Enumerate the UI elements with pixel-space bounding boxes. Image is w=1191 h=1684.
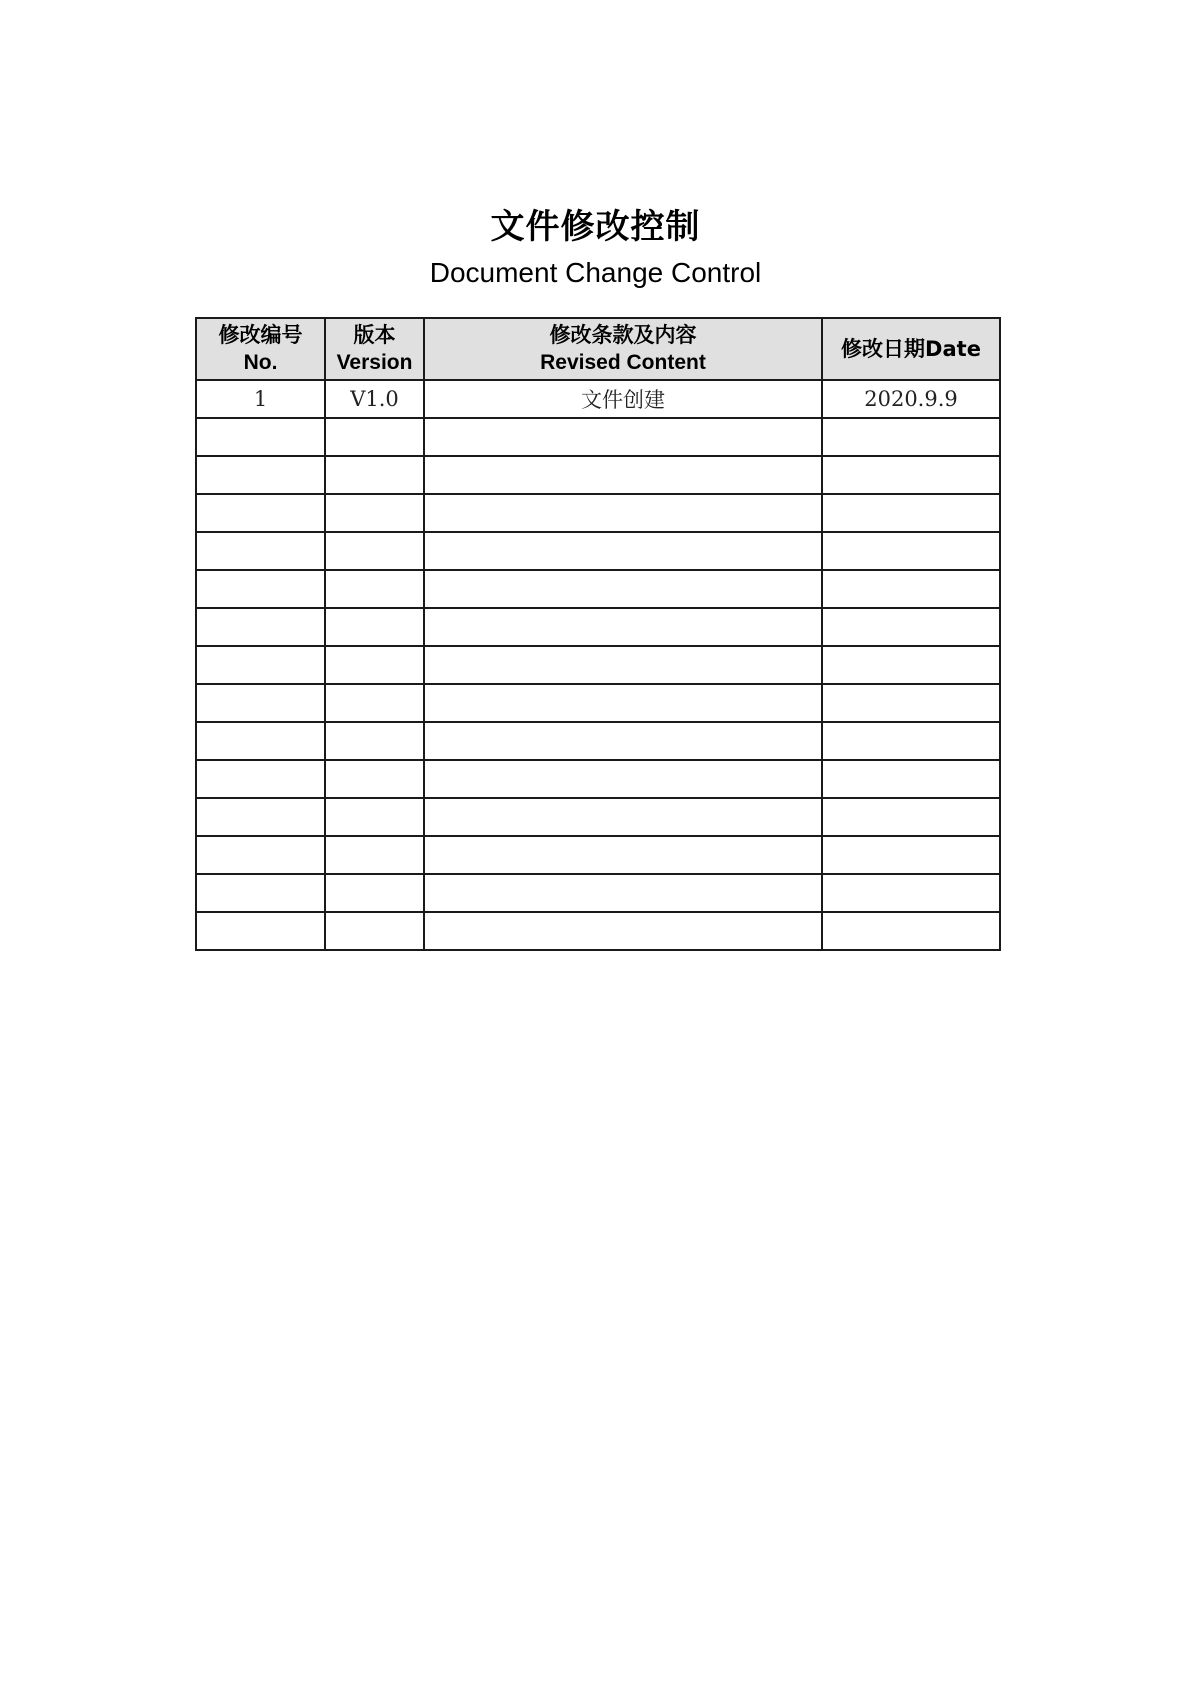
table-row: [196, 798, 1000, 836]
cell-version: V1.0: [325, 380, 424, 418]
cell-content: [424, 798, 822, 836]
table-row: [196, 836, 1000, 874]
cell-no: [196, 646, 325, 684]
cell-date: [822, 912, 1000, 950]
table-row: [196, 646, 1000, 684]
cell-version: [325, 418, 424, 456]
cell-no: [196, 684, 325, 722]
cell-content: [424, 570, 822, 608]
cell-no: [196, 570, 325, 608]
cell-no: [196, 798, 325, 836]
table-row: [196, 418, 1000, 456]
header-content: [424, 318, 822, 380]
cell-date: 2020.9.9: [822, 380, 1000, 418]
cell-content: [424, 608, 822, 646]
header-no-en: No.: [243, 351, 278, 374]
cell-date: [822, 722, 1000, 760]
table-row: [196, 912, 1000, 950]
cell-content: [424, 760, 822, 798]
header-date-label: 修改日期Date: [841, 337, 981, 361]
cell-date: [822, 494, 1000, 532]
cell-no: [196, 722, 325, 760]
cell-no: [196, 494, 325, 532]
header-content-cn: 修改条款及内容: [549, 323, 697, 347]
cell-date: [822, 532, 1000, 570]
cell-version: [325, 798, 424, 836]
cell-version: [325, 684, 424, 722]
cell-version: [325, 532, 424, 570]
table-row: [196, 532, 1000, 570]
cell-no: [196, 874, 325, 912]
document-title-en: Document Change Control: [429, 257, 762, 288]
cell-date: [822, 646, 1000, 684]
header-date: [822, 318, 1000, 380]
header-no-cn: 修改编号: [218, 323, 303, 347]
table-header-row: [196, 318, 1000, 380]
cell-version: [325, 570, 424, 608]
cell-no: [196, 912, 325, 950]
cell-no: [196, 456, 325, 494]
cell-no: [196, 760, 325, 798]
table-body: [196, 380, 1000, 950]
header-version-cn: 版本: [353, 323, 396, 347]
cell-content: [424, 494, 822, 532]
table-row: [196, 570, 1000, 608]
cell-date: [822, 570, 1000, 608]
cell-content: [424, 646, 822, 684]
document-title-cn: 文件修改控制: [490, 207, 701, 247]
header-content-en: Revised Content: [540, 351, 706, 374]
table-row: [196, 684, 1000, 722]
cell-date: [822, 836, 1000, 874]
table-row: [196, 380, 1000, 418]
cell-version: [325, 494, 424, 532]
cell-date: [822, 798, 1000, 836]
cell-no: [196, 532, 325, 570]
cell-date: [822, 760, 1000, 798]
header-version: [325, 318, 424, 380]
cell-content: [424, 722, 822, 760]
header-version-en: Version: [336, 351, 413, 374]
cell-date: [822, 684, 1000, 722]
cell-date: [822, 608, 1000, 646]
cell-no: [196, 836, 325, 874]
cell-version: [325, 456, 424, 494]
cell-version: [325, 874, 424, 912]
change-control-table: [195, 317, 1001, 951]
cell-version: [325, 760, 424, 798]
cell-date: [822, 874, 1000, 912]
cell-content: 文件创建: [424, 380, 822, 418]
table-row: [196, 722, 1000, 760]
cell-content: [424, 532, 822, 570]
table-row: [196, 874, 1000, 912]
cell-content: [424, 684, 822, 722]
cell-content: [424, 836, 822, 874]
cell-version: [325, 646, 424, 684]
cell-content: [424, 418, 822, 456]
cell-content: [424, 912, 822, 950]
header-no: [196, 318, 325, 380]
cell-version: [325, 912, 424, 950]
cell-no: [196, 418, 325, 456]
cell-no: 1: [196, 380, 325, 418]
table-row: [196, 760, 1000, 798]
cell-date: [822, 456, 1000, 494]
cell-version: [325, 836, 424, 874]
cell-version: [325, 722, 424, 760]
cell-content: [424, 874, 822, 912]
table-row: [196, 608, 1000, 646]
cell-content: [424, 456, 822, 494]
cell-version: [325, 608, 424, 646]
cell-no: [196, 608, 325, 646]
cell-date: [822, 418, 1000, 456]
table-row: [196, 456, 1000, 494]
table-row: [196, 494, 1000, 532]
